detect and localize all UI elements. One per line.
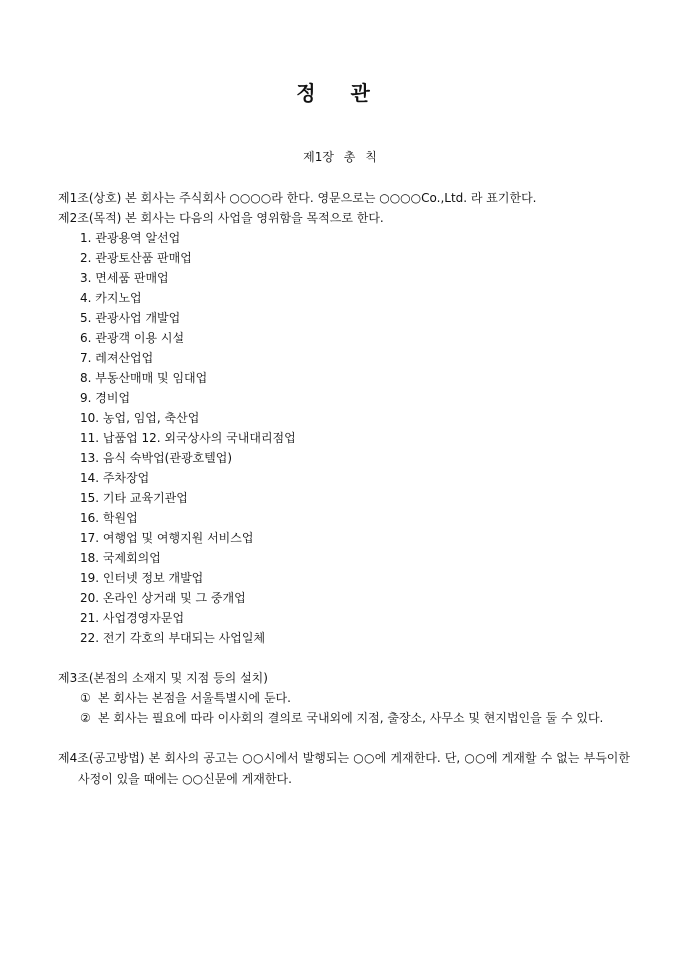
list-item: 4. 카지노업 — [80, 291, 142, 305]
spacer — [58, 728, 630, 748]
list-item: 8. 부동산매매 및 임대업 — [80, 371, 208, 385]
spacer — [58, 648, 630, 668]
list-item: 18. 국제회의업 — [80, 551, 161, 565]
clause-text: 본 회사는 필요에 따라 이사회의 결의로 국내외에 지점, 출장소, 사무소 및 현지법인을 둘 수 있다. — [98, 711, 604, 725]
chapter-heading: 제1장 총 칙 — [303, 150, 377, 164]
list-item: 20. 온라인 상거래 및 그 중개업 — [80, 591, 246, 605]
list-item: 11. 납품업 12. 외국상사의 국내대리점업 — [80, 431, 296, 445]
list-item: 9. 경비업 — [80, 391, 131, 405]
list-item: 21. 사업경영자문업 — [80, 611, 185, 625]
purpose-list — [58, 228, 630, 648]
list-item: 16. 학원업 — [80, 511, 138, 525]
list-item: 15. 기타 교육기관업 — [80, 491, 188, 505]
article-1: 제1조(상호) 본 회사는 주식회사 ○○○○라 한다. 영문으로는 ○○○○Co.,Ltd. 라 표기한다. — [58, 191, 537, 205]
list-item: 19. 인터넷 정보 개발업 — [80, 571, 204, 585]
document-title: 정 관 — [296, 81, 384, 105]
list-item: 6. 관광객 이용 시설 — [80, 331, 185, 345]
list-item: 14. 주차장업 — [80, 471, 150, 485]
list-item: 3. 면세품 판매업 — [80, 271, 169, 285]
article-3-clause-1 — [58, 688, 630, 708]
article-2: 제2조(목적) 본 회사는 다음의 사업을 영위함을 목적으로 한다. — [58, 211, 384, 225]
list-item: 10. 농업, 임업, 축산업 — [80, 411, 200, 425]
document-body — [58, 188, 630, 790]
list-item: 7. 레져산업업 — [80, 351, 154, 365]
list-item: 22. 전기 각호의 부대되는 사업일체 — [80, 631, 266, 645]
article-3-clause-2 — [58, 708, 630, 728]
clause-number: ② — [80, 711, 91, 725]
article-3-heading: 제3조(본점의 소재지 및 지점 등의 설치) — [58, 671, 268, 685]
list-item: 17. 여행업 및 여행지원 서비스업 — [80, 531, 254, 545]
list-item: 2. 관광토산품 판매업 — [80, 251, 192, 265]
article-4: 제4조(공고방법) 본 회사의 공고는 ○○시에서 발행되는 ○○에 게재한다. 단, ○○에 게재할 수 없는 부득이한 사정이 있을 때에는 ○○신문에 게재한다. — [58, 751, 630, 786]
list-item: 1. 관광용역 알선업 — [80, 231, 181, 245]
clause-text: 본 회사는 본점을 서울특별시에 둔다. — [98, 691, 291, 705]
clause-number: ① — [80, 691, 91, 705]
list-item: 5. 관광사업 개발업 — [80, 311, 181, 325]
list-item: 13. 음식 숙박업(관광호텔업) — [80, 451, 232, 465]
